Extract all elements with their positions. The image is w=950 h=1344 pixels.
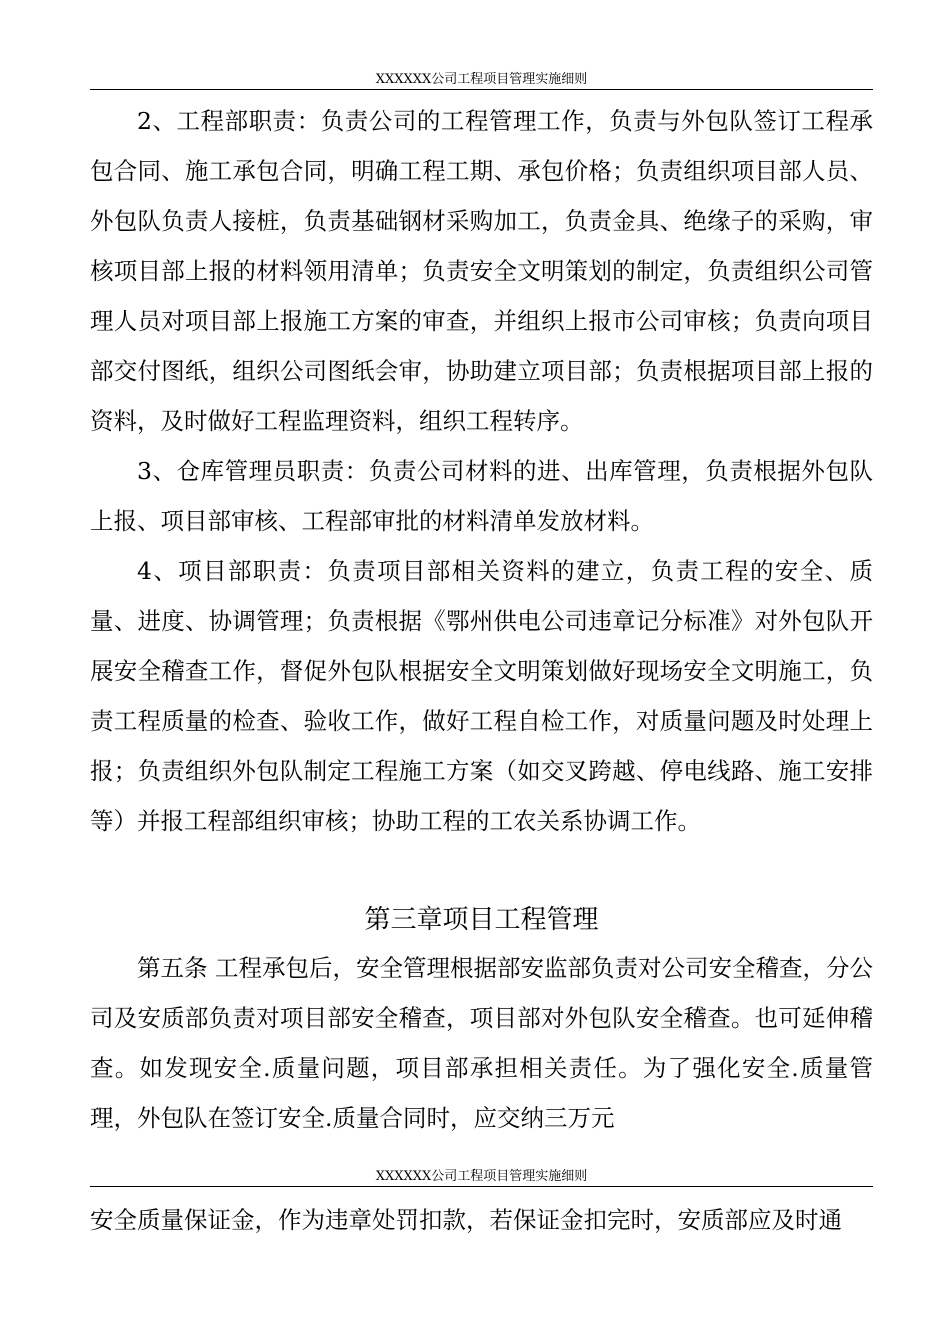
- paragraph-engineering-duties: 2、工程部职责：负责公司的工程管理工作，负责与外包队签订工程承包合同、施工承包合同，明确工程工期、承包价格；负责组织项目部人员、外包队负责人接桩，负责基础钢材采购加工，负责金具、绝缘子的采购，审核项目部上报的材料领用清单；负责安全文明策划的制定，负责组织公司管理人员对项目部上报施工方案的审查，并组织上报市公司审核；负责向项目部交付图纸，组织公司图纸会审，协助建立项目部；负责根据项目部上报的资料，及时做好工程监理资料，组织工程转序。: [90, 107, 873, 435]
- chapter-title: 第三章项目工程管理: [364, 905, 599, 935]
- running-footer: XXXXXX公司工程项目管理实施细则: [375, 1169, 588, 1184]
- paragraph-project-duties: 4、项目部职责：负责项目部相关资料的建立，负责工程的安全、质量、进度、协调管理；负责根据《鄂州供电公司违章记分标准》对外包队开展安全稽查工作，督促外包队根据安全文明策划做好现场安全文明施工，负责工程质量的检查、验收工作，做好工程自检工作，对质量问题及时处理上报；负责组织外包队制定工程施工方案（如交叉跨越、停电线路、施工安排等）并报工程部组织审核；协助工程的工农关系协调工作。: [90, 557, 873, 835]
- paragraph-article-5: 第五条 工程承包后，安全管理根据部安监部负责对公司安全稽查，分公司及安质部负责对项目部安全稽查，项目部对外包队安全稽查。也可延伸稽查。如发现安全.质量问题，项目部承担相关责任。为了强化安全.质量管理，外包队在签订安全.质量合同时，应交纳三万元: [90, 954, 873, 1132]
- paragraph-continuation: 安全质量保证金，作为违章处罚扣款，若保证金扣完时，安质部应及时通: [90, 1206, 842, 1234]
- footer-rule: [90, 1186, 873, 1187]
- header-rule: [90, 89, 873, 90]
- paragraph-warehouse-duties: 3、仓库管理员职责：负责公司材料的进、出库管理，负责根据外包队上报、项目部审核、工程部审批的材料清单发放材料。: [90, 457, 873, 535]
- running-header: XXXXXX公司工程项目管理实施细则: [375, 72, 588, 87]
